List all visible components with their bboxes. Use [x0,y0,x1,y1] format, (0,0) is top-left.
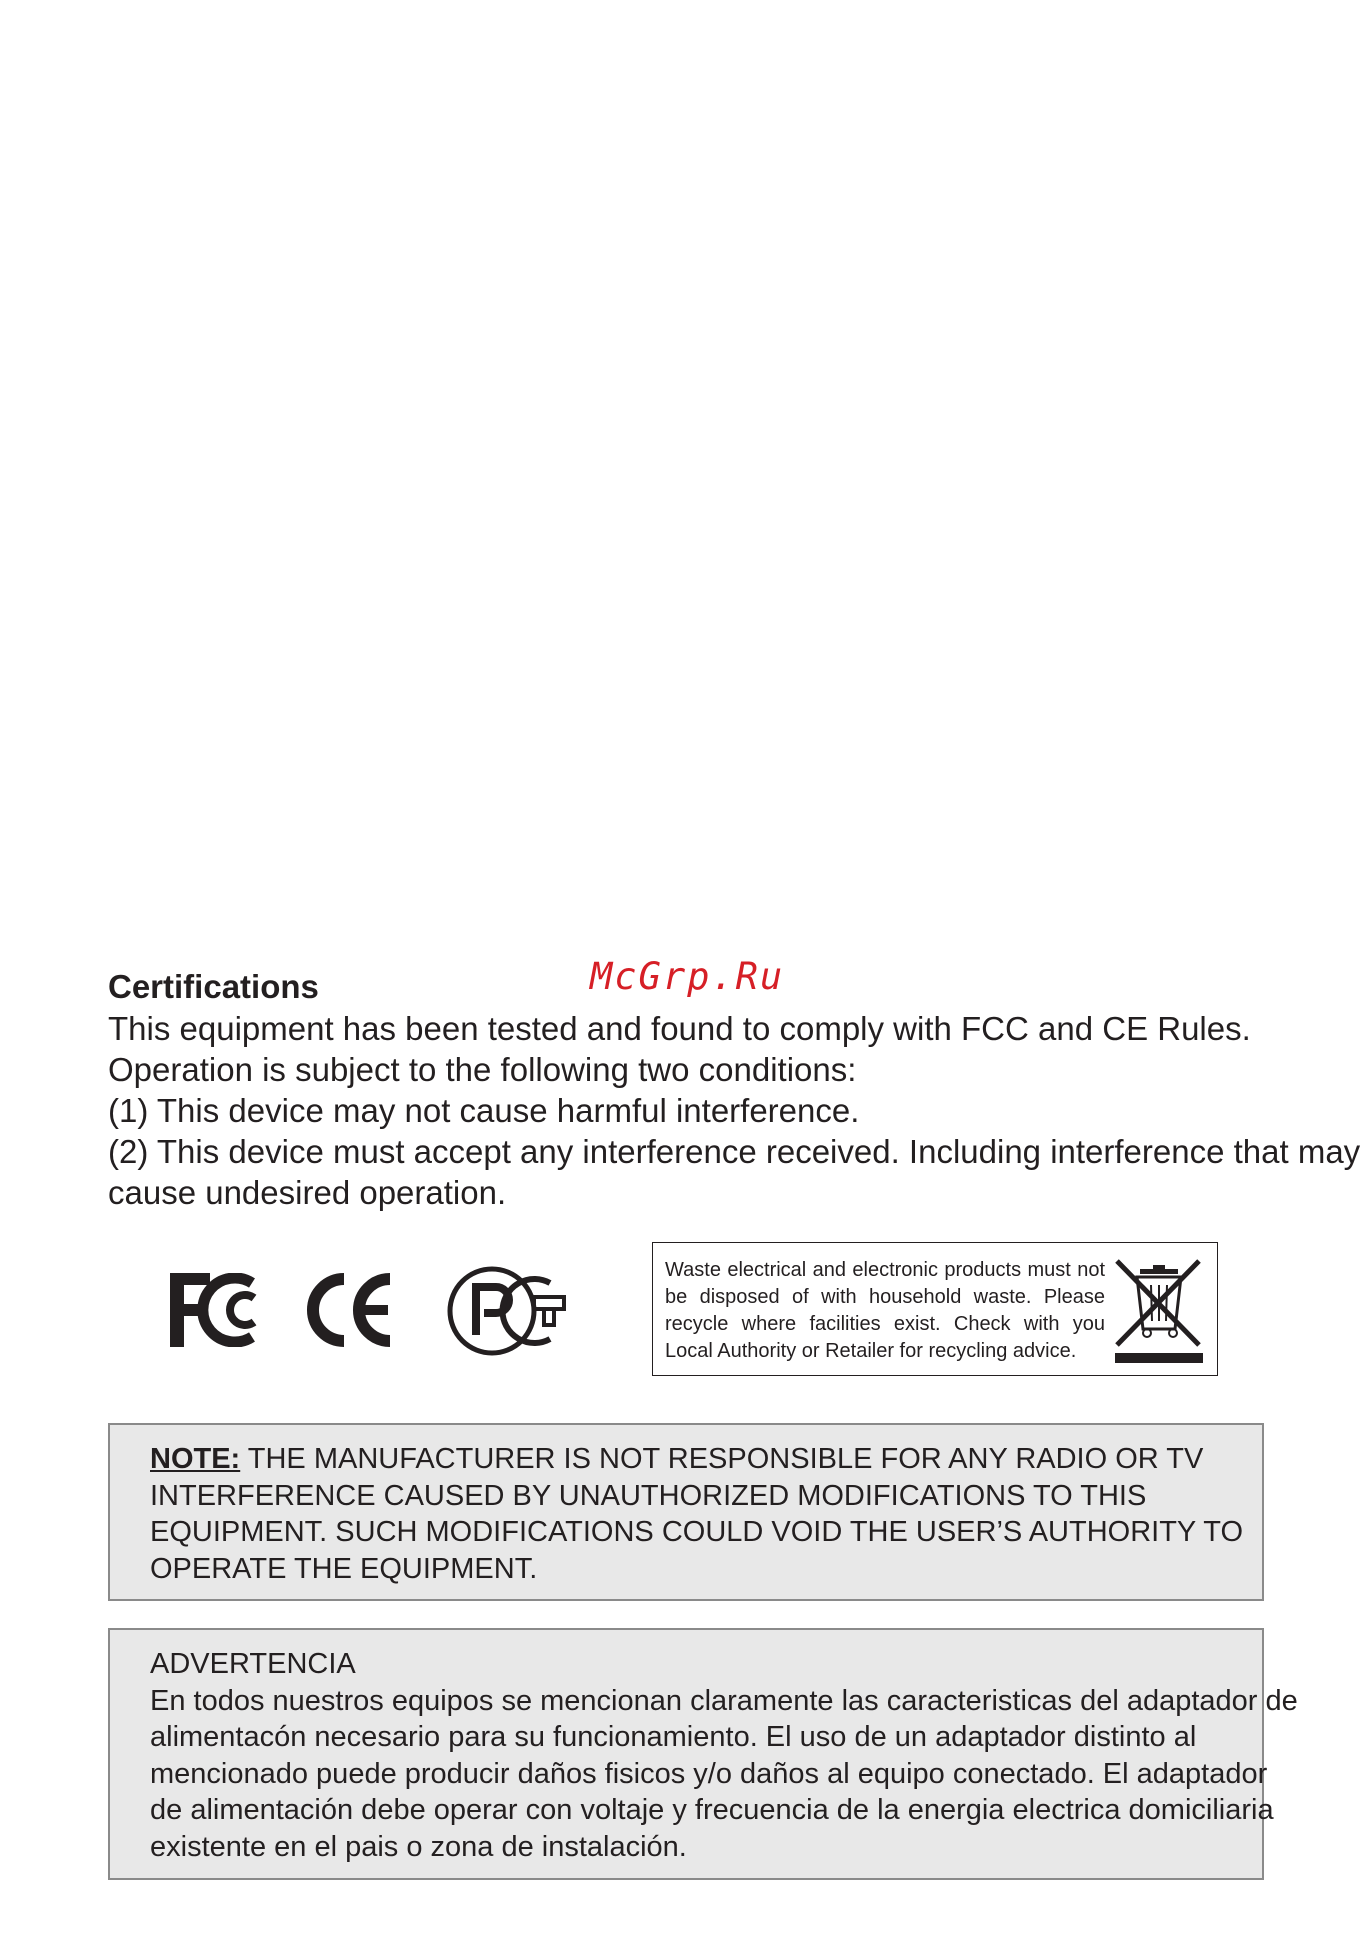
advertencia-line: existente en el pais o zona de instalación. [150,1830,687,1863]
weee-text: Waste electrical and electronic products must not be disposed of with household waste. Please recycle where facilities exist. Check with you Local Authority or Retailer for recycling advice. [665,1259,1105,1362]
cert-line: Operation is subject to the following two conditions: [108,1051,857,1088]
advertencia-text [150,1646,1298,1865]
advertencia-line: de alimentación debe operar con voltaje y frecuencia de la energia electrica domiciliaria [150,1794,1274,1826]
note-label: NOTE: [150,1443,241,1475]
cert-line: cause undesired operation. [108,1174,507,1211]
fcc-logo [170,1273,270,1347]
advertencia-line: mencionado puede producir daños fisicos y/o daños al equipo conectado. El adaptador [150,1757,1268,1790]
ce-logo [306,1273,396,1347]
note-line: EQUIPMENT. SUCH MODIFICATIONS COULD VOID THE USER’S AUTHORITY TO [150,1516,1244,1548]
pct-logo [446,1265,570,1357]
note-text [150,1441,1243,1587]
certification-logos [170,1265,570,1365]
cert-line: (1) This device may not cause harmful interference. [108,1092,860,1129]
advertencia-line: En todos nuestros equipos se mencionan claramente las caracteristicas del adaptador de [150,1684,1298,1717]
weee-notice [652,1242,1218,1376]
certifications-text [108,1008,1361,1213]
cert-line: (2) This device must accept any interference received. Including interference that may [108,1133,1361,1170]
advertencia-line: alimentacón necesario para su funcionamiento. El uso de un adaptador distinto al [150,1721,1197,1753]
watermark: McGrp.Ru [590,955,785,998]
note-line: THE MANUFACTURER IS NOT RESPONSIBLE FOR ANY RADIO OR TV [247,1443,1204,1475]
certifications-heading: Certifications [108,968,319,1005]
advertencia-heading: ADVERTENCIA [150,1648,356,1680]
crossed-out-wheelie-bin-icon [1113,1255,1205,1365]
cert-line: This equipment has been tested and found to comply with FCC and CE Rules. [108,1010,1251,1047]
note-line: OPERATE THE EQUIPMENT. [150,1552,538,1585]
advertencia-panel [108,1628,1298,1880]
note-panel [108,1423,1264,1601]
note-line: INTERFERENCE CAUSED BY UNAUTHORIZED MODIFICATIONS TO THIS [150,1479,1147,1512]
